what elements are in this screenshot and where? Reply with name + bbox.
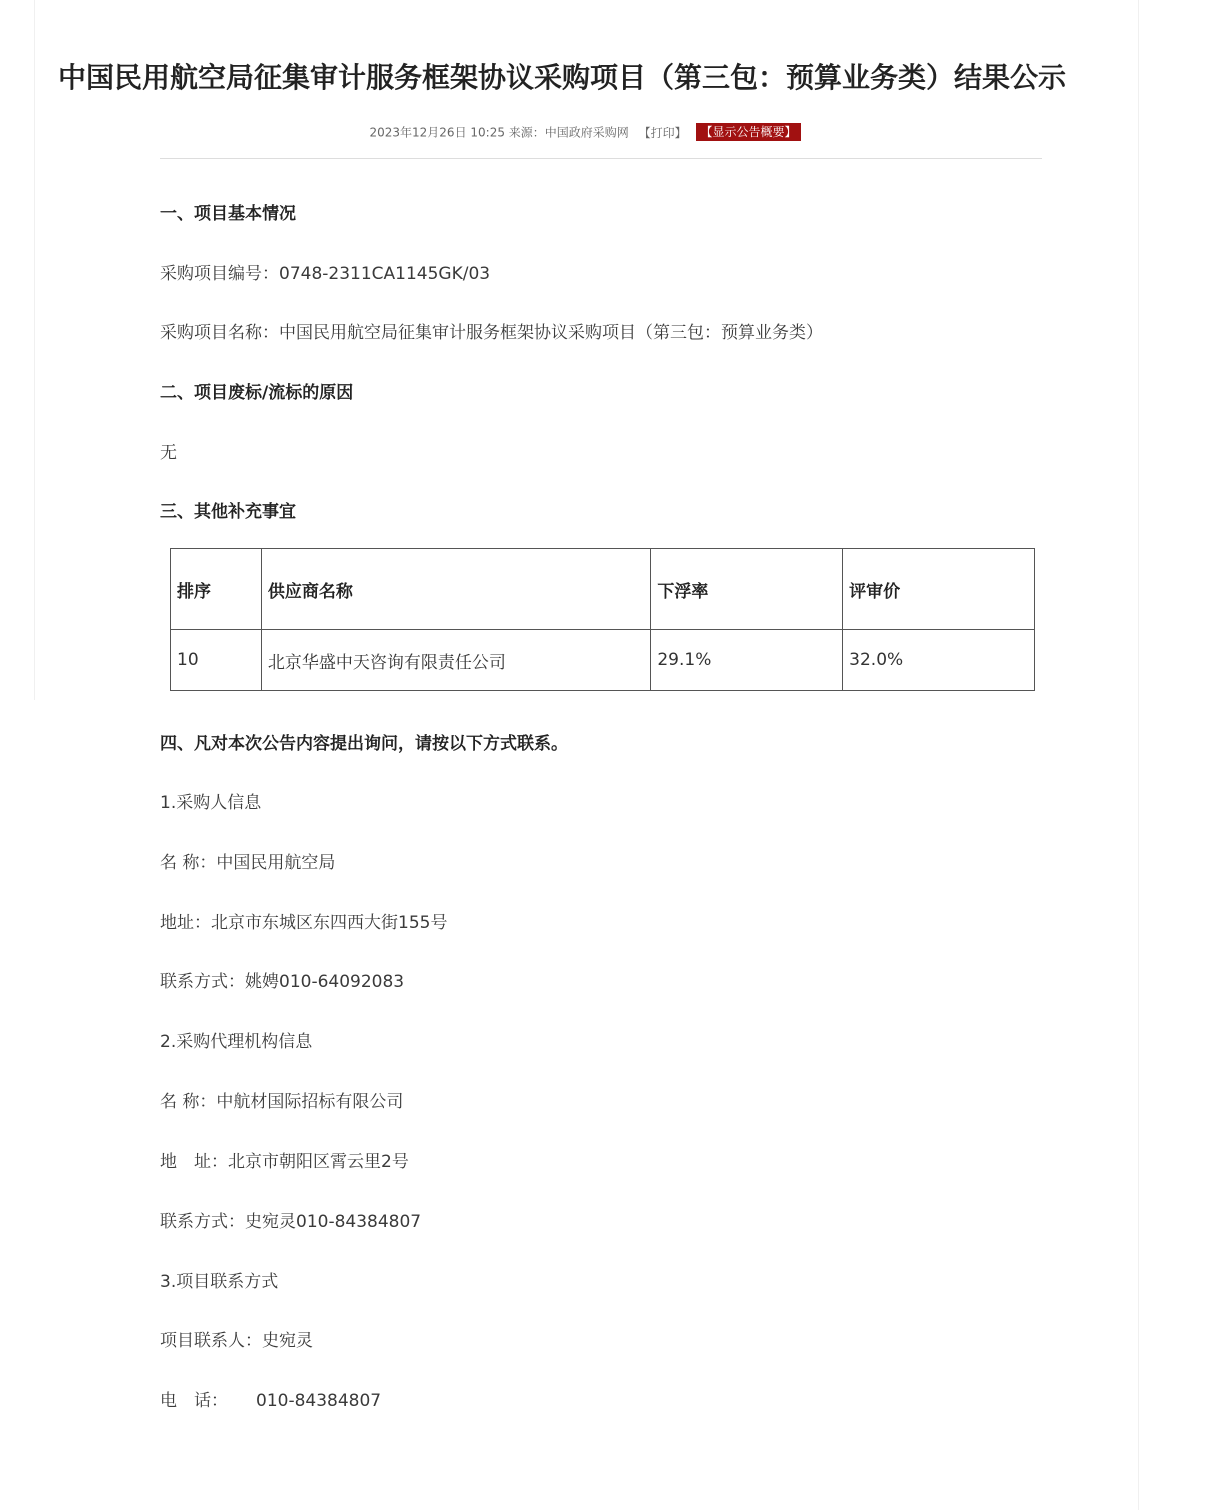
scan-edge-left [34,0,35,700]
result-table [170,548,1035,691]
column-header-review-price: 评审价 [843,549,1035,630]
agency-heading: 2.采购代理机构信息 [160,1032,313,1052]
page-title: 中国民用航空局征集审计服务框架协议采购项目（第三包：预算业务类）结果公示 [58,61,1067,94]
table-row [171,630,1035,691]
purchaser-contact: 联系方式：姚娉010-64092083 [160,972,405,992]
purchaser-name: 名 称：中国民用航空局 [160,853,336,873]
cell-review-price: 32.0% [843,630,1035,691]
project-number: 采购项目编号：0748-2311CA1145GK/03 [160,264,491,284]
project-contact-person: 项目联系人：史宛灵 [160,1331,313,1351]
cell-discount-rate: 29.1% [651,630,843,691]
cell-rank: 10 [171,630,262,691]
project-contact-phone [160,1386,381,1411]
section-2-content: 无 [160,443,177,463]
article-meta [0,123,1170,141]
section-2-heading: 二、项目废标/流标的原因 [160,383,354,403]
agency-name: 名 称：中航材国际招标有限公司 [160,1092,404,1112]
phone-value: 010-84384807 [256,1391,382,1411]
agency-contact: 联系方式：史宛灵010-84384807 [160,1212,422,1232]
purchaser-heading: 1.采购人信息 [160,793,262,813]
agency-address: 地 址：北京市朝阳区霄云里2号 [160,1152,409,1172]
column-header-supplier: 供应商名称 [261,549,650,630]
section-4-heading: 四、凡对本次公告内容提出询问，请按以下方式联系。 [160,734,568,754]
table-header-row [171,549,1035,630]
show-summary-button[interactable]: 【显示公告概要】 [696,123,800,141]
section-3-heading: 三、其他补充事宜 [160,502,296,522]
project-contact-heading: 3.项目联系方式 [160,1272,279,1292]
project-name: 采购项目名称：中国民用航空局征集审计服务框架协议采购项目（第三包：预算业务类） [160,323,823,343]
publish-datetime: 2023年12月26日 10:25 [369,125,505,140]
column-header-rank: 排序 [171,549,262,630]
cell-supplier: 北京华盛中天咨询有限责任公司 [261,630,650,691]
article-source: 来源：中国政府采购网 [508,125,629,140]
print-link[interactable]: 【打印】 [638,125,687,140]
section-1-heading: 一、项目基本情况 [160,204,296,224]
phone-label: 电 话： [160,1391,228,1411]
column-header-discount-rate: 下浮率 [651,549,843,630]
scan-edge-right [1138,0,1139,1510]
title-divider [160,158,1042,159]
purchaser-address: 地址：北京市东城区东四西大街155号 [160,913,448,933]
